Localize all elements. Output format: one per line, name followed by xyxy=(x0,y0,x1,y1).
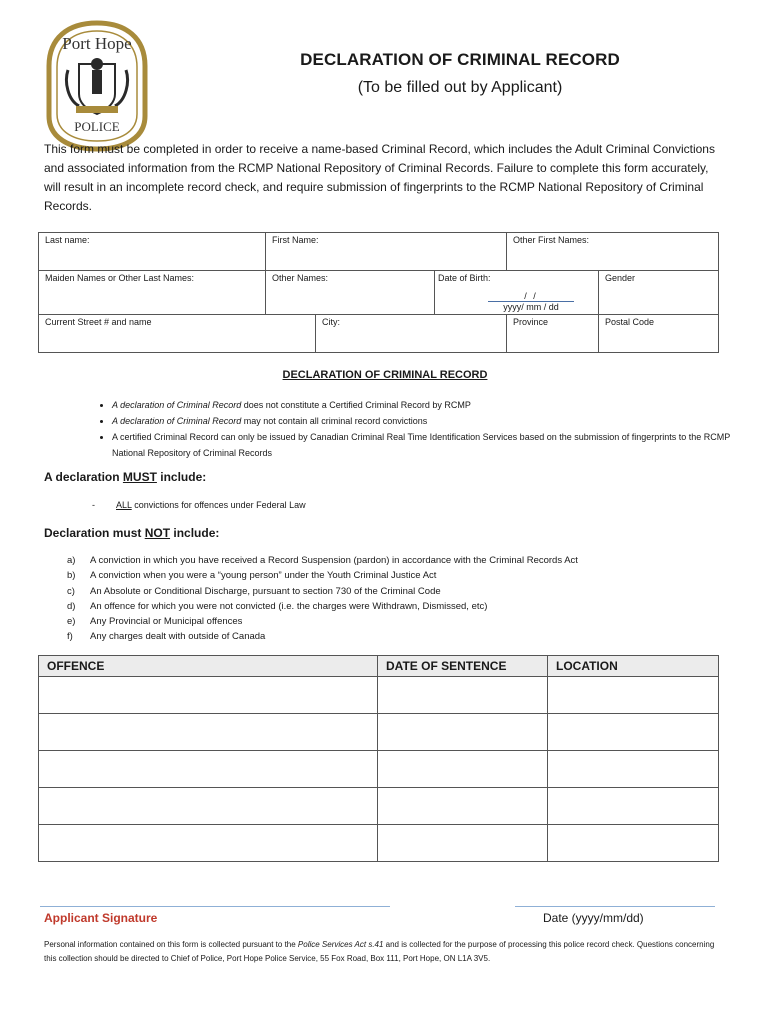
list-marker: f) xyxy=(67,631,73,643)
list-marker: d) xyxy=(67,600,76,612)
list-text: A conviction when you were a “young person” under the Youth Criminal Justice Act xyxy=(90,570,437,582)
date-of-birth-label: Date of Birth: xyxy=(438,273,491,283)
city-field[interactable] xyxy=(316,315,507,353)
street-field[interactable] xyxy=(39,315,316,353)
list-text: An offence for which you were not convicted (i.e. the charges were Withdrawn, Dismissed, etc) xyxy=(90,600,488,612)
item-keyword: ALL xyxy=(116,500,132,510)
other-first-names-label: Other First Names: xyxy=(513,235,590,245)
heading-text: Declaration must xyxy=(44,526,145,540)
date-cell[interactable] xyxy=(378,751,548,788)
last-name-field[interactable] xyxy=(39,233,266,271)
last-name-label: Last name: xyxy=(45,235,90,245)
footer-text: and is collected for the purpose of processing this police record check. Questions concerning this collection should be directed to Chief of Police, Port Hope Police Service, 55 Fox Road, Box 111, Port Hope, ON L1A 3V5. xyxy=(44,940,715,963)
offence-cell[interactable] xyxy=(39,751,378,788)
list-item xyxy=(112,429,732,461)
table-row xyxy=(39,714,719,751)
heading-text: include: xyxy=(156,470,207,484)
signature-date-line[interactable] xyxy=(515,906,715,907)
other-names-field[interactable] xyxy=(266,271,435,315)
form-header xyxy=(150,50,770,97)
dob-format-hint: yyyy/ mm / dd xyxy=(503,302,559,312)
heading-text: include: xyxy=(170,526,220,540)
date-cell[interactable] xyxy=(378,714,548,751)
location-cell[interactable] xyxy=(548,825,719,862)
list-marker: c) xyxy=(67,585,75,597)
offence-cell[interactable] xyxy=(39,714,378,751)
street-label: Current Street # and name xyxy=(45,317,152,327)
signature-date-label: Date (yyyy/mm/dd) xyxy=(543,911,644,925)
form-title: DECLARATION OF CRIMINAL RECORD xyxy=(300,50,620,69)
date-of-birth-field[interactable] xyxy=(435,271,599,315)
location-cell[interactable] xyxy=(548,751,719,788)
table-row xyxy=(39,825,719,862)
intro-paragraph: This form must be completed in order to receive a name-based Criminal Record, which includes the Adult Criminal Convictions and associated information from the RCMP National Repository of Criminal Records. Failure to complete this form accurately, will result in an incomplete record check, and require submission of fingerprints to the RCMP National Repository of Criminal Records. xyxy=(44,142,715,213)
date-cell[interactable] xyxy=(378,677,548,714)
table-row xyxy=(39,677,719,714)
privacy-footer xyxy=(44,938,724,966)
location-cell[interactable] xyxy=(548,714,719,751)
offence-cell[interactable] xyxy=(39,788,378,825)
city-label: City: xyxy=(322,317,340,327)
province-label: Province xyxy=(513,317,549,327)
table-row xyxy=(39,751,719,788)
location-cell[interactable] xyxy=(548,677,719,714)
first-name-label: First Name: xyxy=(272,235,319,245)
location-column-header: LOCATION xyxy=(548,656,719,677)
must-include-item xyxy=(92,500,306,510)
gender-field[interactable] xyxy=(599,271,719,315)
date-of-sentence-column-header: DATE OF SENTENCE xyxy=(378,656,548,677)
list-item xyxy=(44,584,684,599)
logo-top-text: Port Hope xyxy=(62,34,132,53)
list-text: An Absolute or Conditional Discharge, pursuant to section 730 of the Criminal Code xyxy=(90,585,441,597)
heading-keyword: NOT xyxy=(144,526,171,540)
postal-code-label: Postal Code xyxy=(605,317,655,327)
province-field[interactable] xyxy=(507,315,599,353)
applicant-info-table xyxy=(38,232,719,353)
bullet-text: does not constitute a Certified Criminal Record by RCMP xyxy=(241,400,471,410)
list-item xyxy=(44,614,684,629)
offence-cell[interactable] xyxy=(39,825,378,862)
bullet-emphasis: A declaration of Criminal Record xyxy=(112,416,242,426)
location-cell[interactable] xyxy=(548,788,719,825)
applicant-signature-line[interactable] xyxy=(40,906,390,907)
footer-act-reference: Police Services Act s.41 xyxy=(297,940,384,949)
maiden-names-field[interactable] xyxy=(39,271,266,315)
dash-marker: - xyxy=(92,500,95,510)
footer-text: Personal information contained on this form is collected pursuant to the xyxy=(44,940,298,949)
date-cell[interactable] xyxy=(378,825,548,862)
other-first-names-field[interactable] xyxy=(507,233,719,271)
list-item xyxy=(112,413,732,429)
gender-label: Gender xyxy=(605,273,636,283)
list-text: Any charges dealt with outside of Canada xyxy=(90,631,266,643)
offence-cell[interactable] xyxy=(39,677,378,714)
declaration-section-title: DECLARATION OF CRIMINAL RECORD xyxy=(282,369,488,381)
applicant-signature-label: Applicant Signature xyxy=(44,911,158,925)
must-include-heading xyxy=(44,470,206,484)
other-names-label: Other Names: xyxy=(272,273,329,283)
list-item xyxy=(44,568,684,583)
heading-text: A declaration xyxy=(44,470,123,484)
bullet-text: may not contain all criminal record convictions xyxy=(241,416,428,426)
bullet-text: A certified Criminal Record can only be issued by Canadian Criminal Real Time Identification Services based on the submission of fingerprints to the RCMP National Repository of Criminal Records xyxy=(112,432,731,458)
first-name-field[interactable] xyxy=(266,233,507,271)
postal-code-field[interactable] xyxy=(599,315,719,353)
heading-keyword: MUST xyxy=(122,470,157,484)
list-text: A conviction in which you have received a Record Suspension (pardon) in accordance with the Criminal Records Act xyxy=(90,555,578,566)
list-text: Any Provincial or Municipal offences xyxy=(90,616,243,628)
list-marker: e) xyxy=(67,616,76,628)
item-text: convictions for offences under Federal Law xyxy=(131,500,306,510)
declaration-bullets xyxy=(88,397,732,461)
form-subtitle: (To be filled out by Applicant) xyxy=(357,79,563,96)
bullet-emphasis: A declaration of Criminal Record xyxy=(112,400,242,410)
list-item xyxy=(44,629,684,644)
offence-column-header: OFFENCE xyxy=(39,656,378,677)
table-row xyxy=(39,788,719,825)
logo-bottom-text: POLICE xyxy=(74,119,120,134)
list-marker: b) xyxy=(67,570,76,582)
police-logo xyxy=(46,20,148,152)
offence-table xyxy=(38,655,719,862)
date-cell[interactable] xyxy=(378,788,548,825)
maiden-names-label: Maiden Names or Other Last Names: xyxy=(45,273,195,283)
must-not-include-heading xyxy=(44,526,219,540)
list-item xyxy=(44,599,684,614)
dob-slashes: / / xyxy=(488,291,574,302)
list-item xyxy=(44,553,684,568)
must-not-include-list xyxy=(44,553,684,645)
list-marker: a) xyxy=(67,555,76,566)
list-item xyxy=(112,397,732,413)
